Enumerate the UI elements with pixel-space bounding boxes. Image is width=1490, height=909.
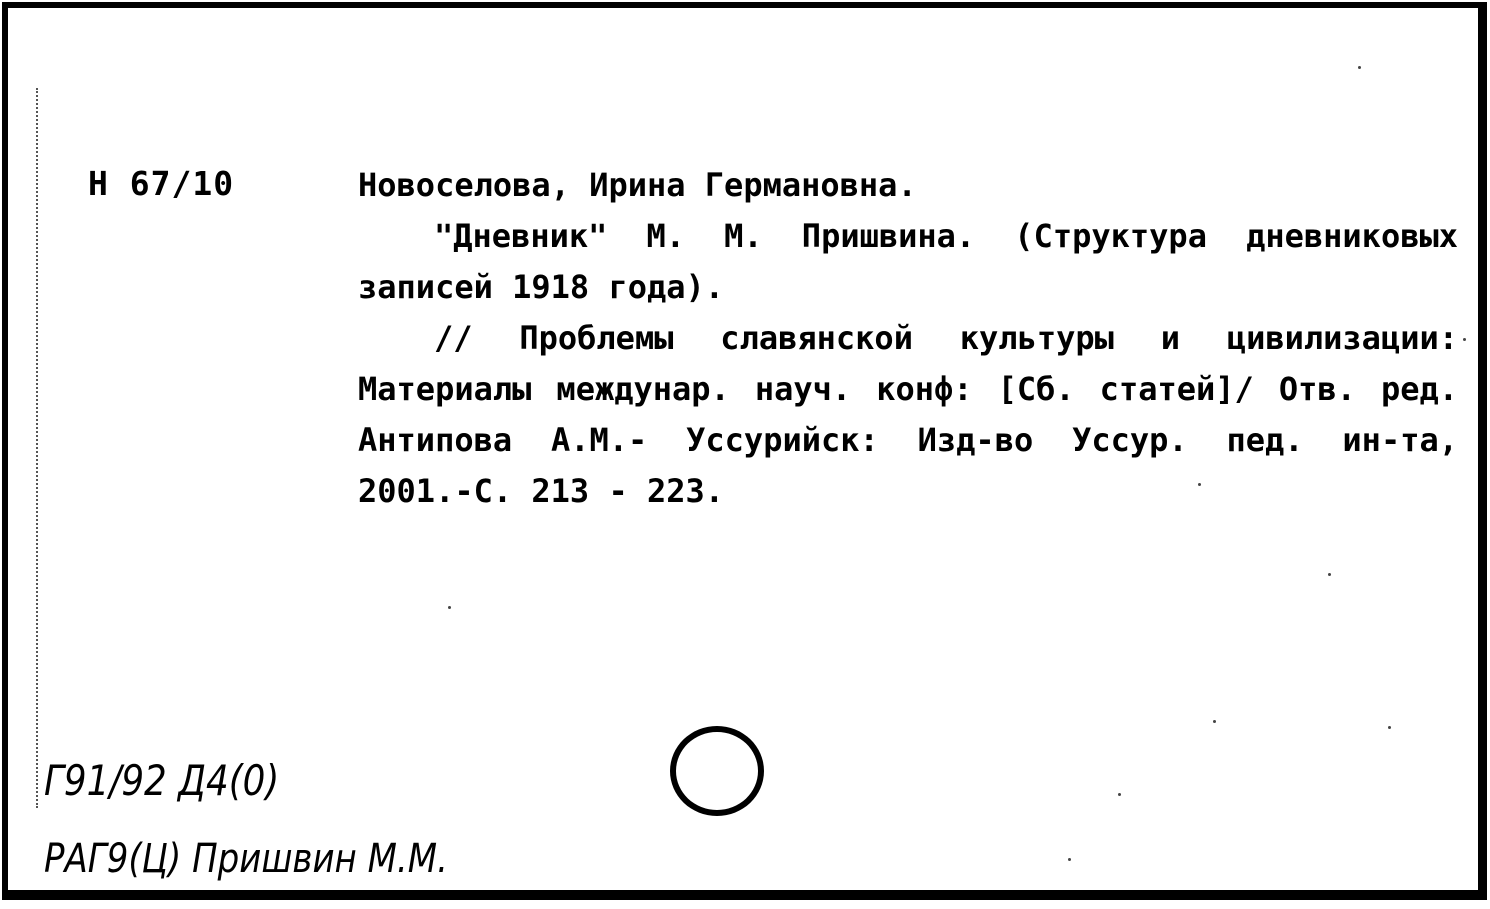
speck [1328, 573, 1331, 576]
speck [1358, 66, 1361, 69]
catalog-card [2, 2, 1487, 900]
shelfmark: Н 67/10 [88, 164, 235, 203]
speck [1213, 720, 1216, 723]
handwritten-classification: Г91/92 Д4(0) [44, 756, 280, 805]
speck [1388, 726, 1391, 729]
source-paragraph: // Проблемы славянской культуры и цивилизации: Материалы междунар. науч. конф: [Сб. статей]/ Отв. ред. Антипова А.М.- Уссурийск: Изд-во Уссур. пед. ин-та, 2001.-С. 213 - 223. [358, 319, 1458, 510]
handwritten-subject: РАГ9(Ц) Пришвин М.М. [44, 836, 448, 882]
author-heading: Новоселова, Ирина Германовна. [358, 166, 917, 204]
punch-hole-icon [670, 726, 764, 816]
card-edge-dots [36, 88, 42, 808]
speck [1198, 483, 1201, 486]
speck [1463, 338, 1466, 341]
speck [1068, 858, 1071, 861]
bibliographic-entry [358, 160, 1458, 517]
title-paragraph: "Дневник" М. М. Пришвина. (Структура дневниковых записей 1918 года). [358, 217, 1458, 306]
speck [1118, 793, 1121, 796]
speck [448, 606, 451, 609]
